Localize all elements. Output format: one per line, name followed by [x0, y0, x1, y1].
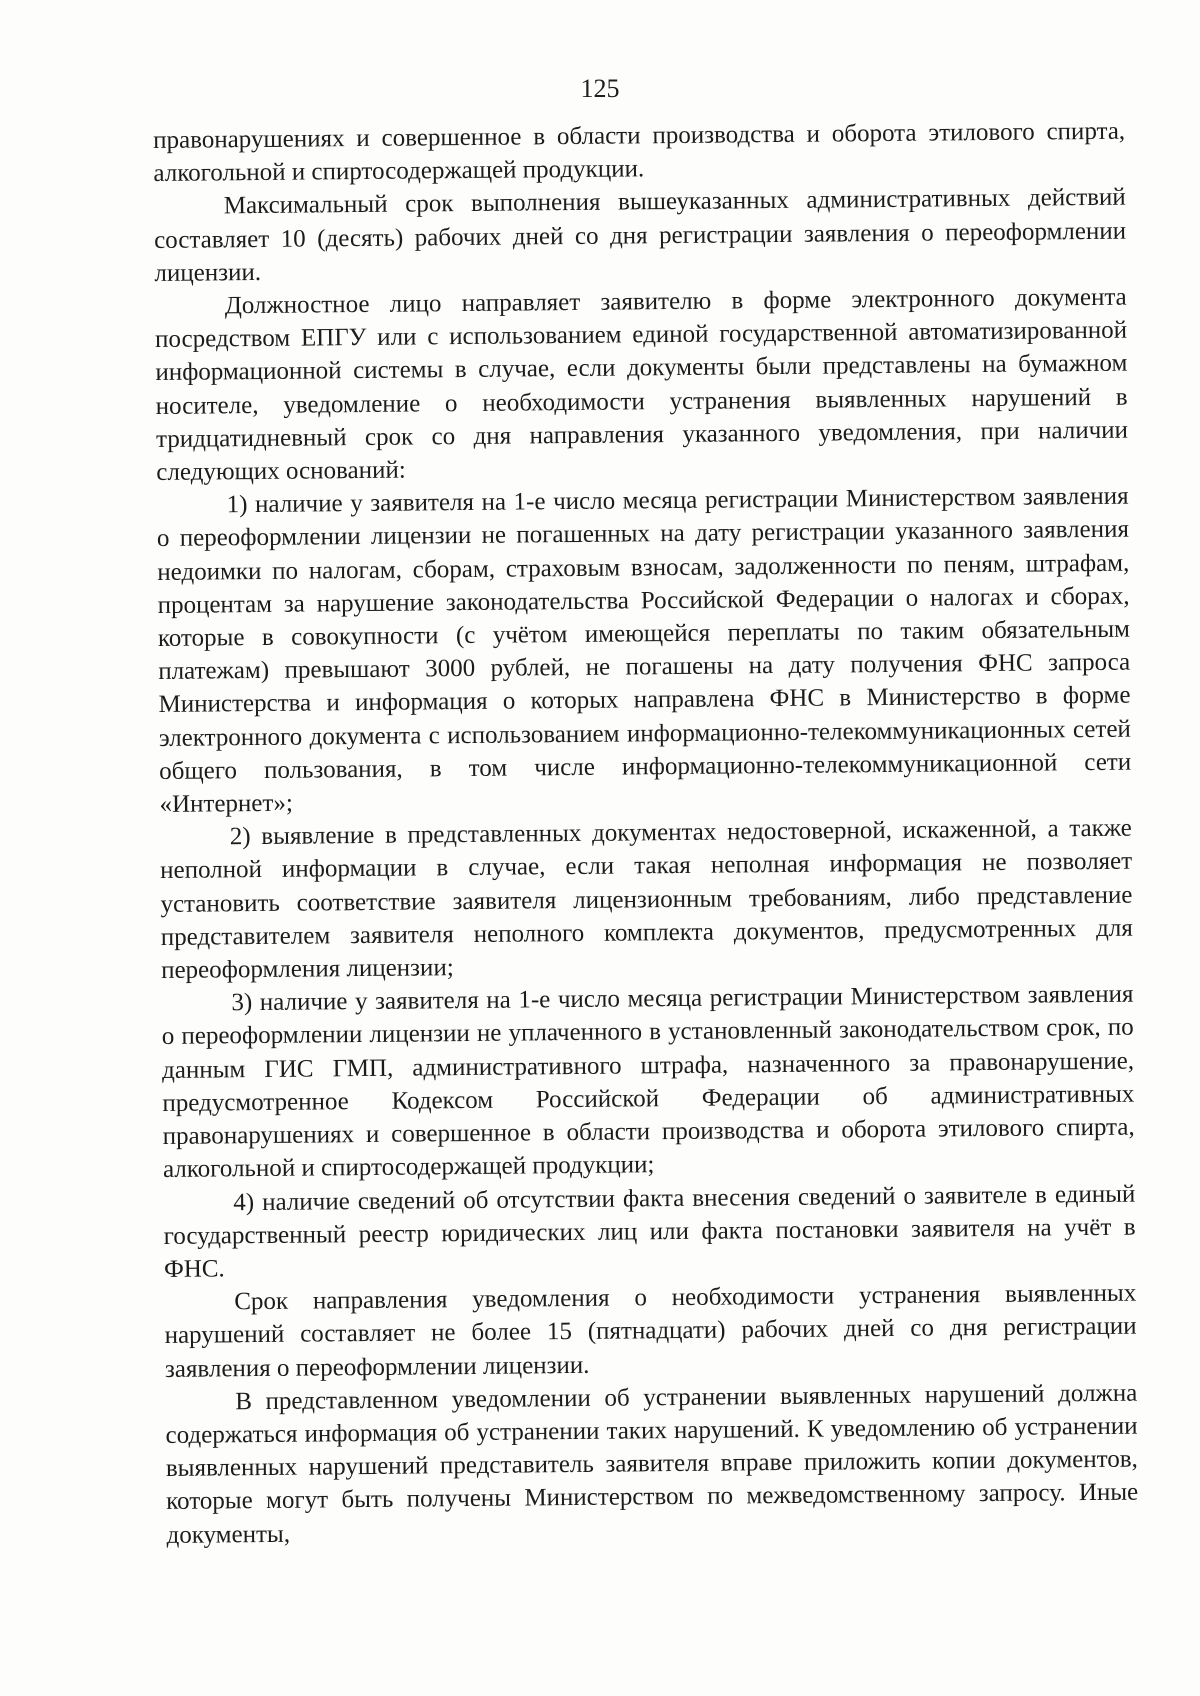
- page-number: 125: [580, 74, 620, 103]
- list-item-1: 1) наличие у заявителя на 1-е число месяца регистрации Министерством заявления о переоформлении лицензии не погашенных на дату регистрации указанного заявления недоимки по налогам, сборам, страховым взносам, задолженности по пеням, штрафам, процентам за нарушение законодательства Российской Федерации о налогах и сборах, которые в совокупности (с учётом имеющейся переплаты по таким обязательным платежам) превышают 3000 рублей, не погашены на дату получения ФНС запроса Министерства и информация о которых направлена ФНС в Министерство в форме электронного документа с использованием информационно-телекоммуникационных сетей общего пользования, в том числе информационно-телекоммуникационной сети «Интернет»;: [156, 482, 1132, 819]
- list-item-4: 4) наличие сведений об отсутствии факта внесения сведений о заявителе в единый государственный реестр юридических лиц или факта постановки заявителя на учёт в ФНС.: [163, 1180, 1136, 1283]
- paragraph-continuation: правонарушениях и совершенное в области производства и оборота этилового спирта, алкогольной и спиртосодержащей продукции.: [153, 117, 1126, 188]
- paragraph-notification: Должностное лицо направляет заявителю в форме электронного документа посредством ЕПГУ или с использованием единой государственной автоматизированной информационной системы в случае, если документы были представлены на бумажном носителе, уведомление о необходимости устранения выявленных нарушений в тридцатидневный срок со дня направления указанного уведомления, при наличии следующих оснований:: [154, 283, 1129, 487]
- paragraph-max-term: Максимальный срок выполнения вышеуказанных административных действий составляет 10 (десять) рабочих дней со дня регистрации заявления о переоформлении лицензии.: [153, 184, 1127, 287]
- paragraph-notification-content: В представленном уведомлении об устранении выявленных нарушений должна содержаться информация об устранении таких нарушений. К уведомлению об устранении выявленных нарушений представитель заявителя вправе приложить копии документов, которые могут быть получены Министерством по межведомственному запросу. Иные документы,: [165, 1379, 1139, 1549]
- list-item-3: 3) наличие у заявителя на 1-е число месяца регистрации Министерством заявления о переоформлении лицензии не уплаченного в установленный законодательством срок, по данным ГИС ГМП, административного штрафа, назначенного за правонарушение, предусмотренное Кодексом Российской Федерации об административных правонарушениях и совершенное в области производства и оборота этилового спирта, алкогольной и спиртосодержащей продукции;: [161, 980, 1135, 1184]
- paragraph-notification-term: Срок направления уведомления о необходимости устранения выявленных нарушений составляет не более 15 (пятнадцати) рабочих дней со дня регистрации заявления о переоформлении лицензии.: [164, 1279, 1137, 1383]
- list-item-2: 2) выявление в представленных документах недостоверной, искаженной, а также неполной информации в случае, если такая неполная информация не позволяет установить соответствие заявителя лицензионным требованиям, либо представление представителем заявителя неполного комплекта документов, предусмотренных для переоформления лицензии;: [160, 814, 1133, 985]
- document-body: [153, 115, 1139, 1552]
